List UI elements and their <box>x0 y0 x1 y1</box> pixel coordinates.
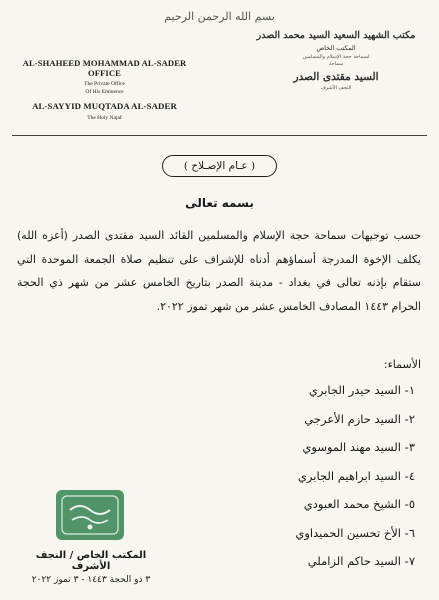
list-item: ٣- السيد مهند الموسوي <box>302 440 415 454</box>
list-item: ٧- السيد حاكم الزاملي <box>307 554 415 568</box>
eminence-en: Of His Eminence <box>85 89 124 95</box>
list-item: ٥- الشيخ محمد العبودي <box>303 497 415 511</box>
eminence-ar: لسماحة حجة الإسلام والمسلمين <box>302 54 370 60</box>
header-divider <box>12 135 427 136</box>
list-item: ٤- السيد ابراهيم الجابري <box>297 468 415 483</box>
sayyid-name-ar: السيد مقتدى الصدر <box>293 71 379 83</box>
year-title: ( عـام الإصـلاح ) <box>183 160 256 172</box>
private-office-en: The Private Office <box>84 81 125 87</box>
document-heading: بسمه تعالى <box>185 196 254 210</box>
english-letterhead <box>12 58 197 121</box>
list-item: ٦- الأخ تحسين الحميداوي <box>295 525 415 540</box>
document-body: حسب توجيهات سماحة حجة الإسلام والمسلمين القائد السيد مقتدى الصدر (أعزه الله) يكلف الإخوة المدرجة أسماؤهم أدناه للإشراف على تنظيم صلاة الجمعة الموحدة التي ستقام بإذنه تعالى في بغداد - مدينة الصدر بتاريخ الخامس عشر من شهر ذي الحجة الحرام ١٤٤٣ المصادف الخامس عشر من شهر تموز ٢٠٢٢. <box>17 229 421 313</box>
private-office-ar: المكتب الخاص <box>316 44 356 52</box>
footer-date: ٣ ذو الحجة ١٤٤٣ - ٣ تموز ٢٠٢٢ <box>31 575 151 585</box>
list-item: ١- السيد حيدر الجابري <box>308 383 415 397</box>
place-en: The Holy Najaf <box>87 115 122 121</box>
office-name-en: AL-SHAHEED MOHAMMAD AL-SADER OFFICE <box>22 58 187 78</box>
office-name-ar: مكتب الشهيد السعيد السيد محمد الصدر <box>256 30 416 41</box>
year-title-badge <box>162 155 277 177</box>
basmala: بسم الله الرحمن الرحيم <box>164 10 275 23</box>
office-stamp <box>56 490 124 540</box>
footer-signature-block <box>16 550 166 585</box>
title-ar: سماحة <box>328 61 344 67</box>
names-label: الأسماء: <box>383 358 421 371</box>
place-ar: النجف الأشرف <box>320 85 352 91</box>
arabic-letterhead <box>247 30 425 91</box>
names-list <box>155 380 415 580</box>
sayyid-name-en: AL-SAYYID MUQTADA AL-SADER <box>32 101 177 111</box>
footer-office: المكتب الخاص / النجف الأشرف <box>35 550 147 572</box>
list-item: ٢- السيد حازم الأعرجي <box>304 411 415 426</box>
stamp-seal-icon <box>60 494 120 536</box>
